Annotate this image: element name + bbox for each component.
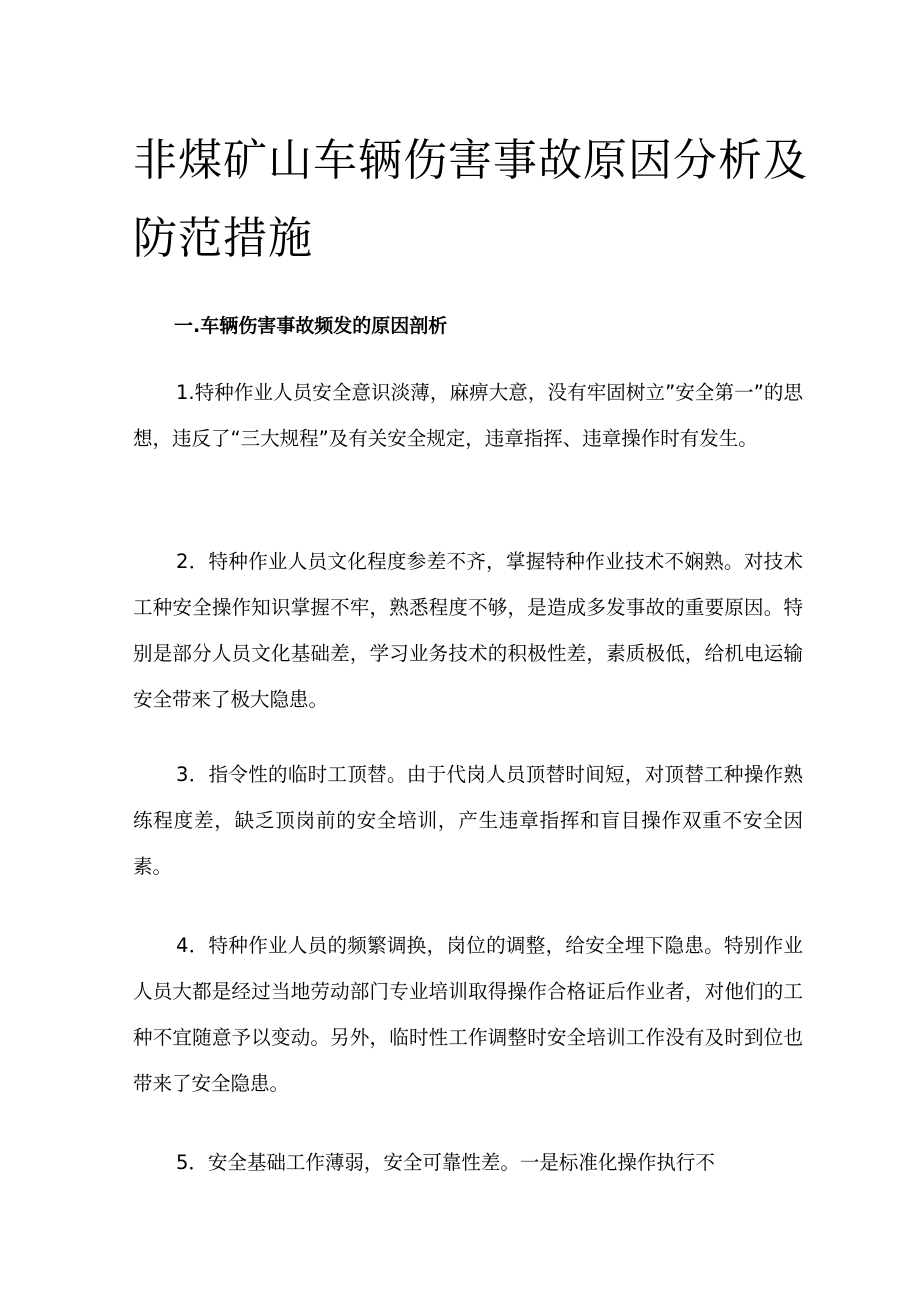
paragraph-4: 4．特种作业人员的频繁调换，岗位的调整，给安全埋下隐患。特别作业人员大都是经过当地劳动部门专业培训取得操作合格证后作业者，对他们的工种不宜随意予以变动。另外，临时性工作调整时安全培训工作没有及时到位也带来了安全隐患。 bbox=[133, 934, 803, 1095]
document-title: 非煤矿山车辆伤害事故原因分析及防范措施 bbox=[133, 135, 808, 264]
paragraph-5: 5．安全基础工作薄弱，安全可靠性差。一是标准化操作执行不 bbox=[176, 1151, 715, 1174]
paragraph-3: 3．指令性的临时工顶替。由于代岗人员顶替时间短，对顶替工种操作熟练程度差，缺乏顶岗前的安全培训，产生违章指挥和盲目操作双重不安全因素。 bbox=[133, 763, 803, 878]
paragraph-2: 2．特种作业人员文化程度参差不齐，掌握特种作业技术不娴熟。对技术工种安全操作知识掌握不牢，熟悉程度不够，是造成多发事故的重要原因。特别是部分人员文化基础差，学习业务技术的积极性差，素质极低，给机电运输安全带来了极大隐患。 bbox=[133, 550, 803, 711]
paragraph-1: 1.特种作业人员安全意识淡薄，麻痹大意，没有牢固树立”安全第一”的思想，违反了“三大规程”及有关安全规定，违章指挥、违章操作时有发生。 bbox=[133, 381, 803, 450]
section-heading: 一.车辆伤害事故频发的原因剖析 bbox=[174, 315, 448, 337]
